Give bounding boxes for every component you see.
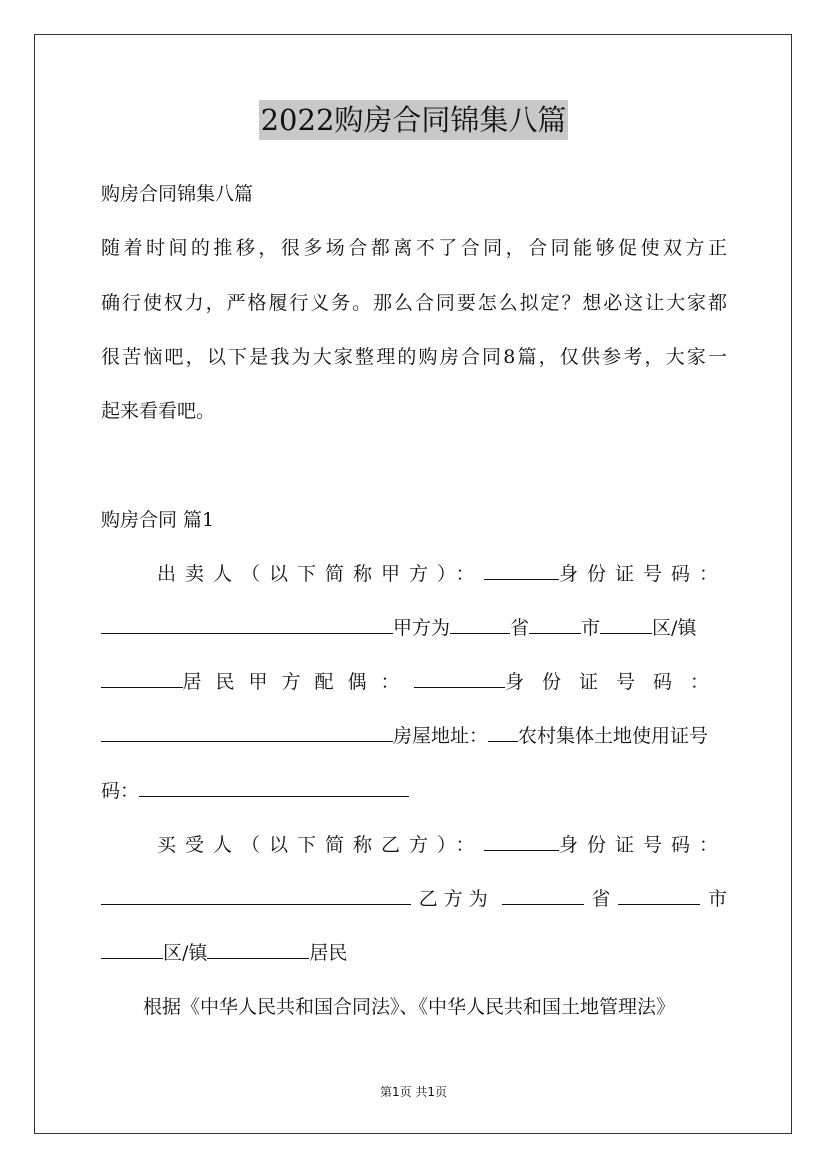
- buyer-id-label: 身份证号码：: [558, 834, 727, 856]
- buyer-id-blank[interactable]: [101, 886, 411, 905]
- house-address-blank[interactable]: [488, 723, 518, 742]
- seller-city-blank[interactable]: [529, 615, 581, 634]
- seller-line-4: 房屋地址： 农村集体土地使用证号: [101, 722, 727, 750]
- seller-spouse-label: 居民甲方配偶：: [182, 671, 414, 693]
- basis-line: 根据《中华人民共和国合同法》、《中华人民共和国土地管理法》: [143, 996, 676, 1018]
- seller-label: 出卖人（以下简称甲方）：: [157, 563, 484, 585]
- seller-id-label: 身份证号码：: [558, 563, 727, 585]
- intro-line-1: 随着时间的推移，很多场合都离不了合同，合同能够促使双方正: [101, 237, 727, 259]
- seller-id-blank[interactable]: [101, 615, 393, 634]
- document-title: 2022购房合同锦集八篇: [259, 100, 569, 140]
- intro-line-3: 很苦恼吧，以下是我为大家整理的购房合同8篇，仅供参考，大家一: [101, 346, 727, 368]
- buyer-line-1: [101, 831, 727, 859]
- buyer-province-blank[interactable]: [502, 886, 584, 905]
- buyer-residence-blank[interactable]: [207, 940, 309, 959]
- buyer-city-blank[interactable]: [618, 886, 700, 905]
- seller-line-5: 码：: [101, 777, 727, 805]
- page-footer: 第1页 共1页: [379, 1085, 448, 1099]
- seller-line-3: [101, 668, 727, 696]
- seller-residence-blank[interactable]: [101, 669, 183, 688]
- seller-name-blank[interactable]: [484, 561, 559, 580]
- seller-spouse-id-blank[interactable]: [101, 723, 393, 742]
- buyer-name-blank[interactable]: [484, 832, 559, 851]
- buyer-line-3: 区/镇 居民: [101, 939, 727, 967]
- intro-line-2: 确行使权力，严格履行义务。那么合同要怎么拟定？想必这让大家都: [101, 292, 727, 314]
- section-heading: 购房合同 篇1: [101, 509, 215, 531]
- title-wrap: [0, 100, 827, 140]
- seller-spouse-blank[interactable]: [414, 669, 505, 688]
- seller-district-blank[interactable]: [600, 615, 652, 634]
- document-subtitle: 购房合同锦集八篇: [101, 183, 254, 205]
- intro-line-4: 起来看看吧。: [101, 400, 216, 422]
- seller-line-2: 甲方为 省 市 区/镇: [101, 614, 727, 642]
- buyer-town-blank[interactable]: [101, 940, 163, 959]
- seller-spouse-id-label: 身份证号码：: [504, 671, 727, 693]
- seller-line-1: [101, 560, 727, 588]
- seller-province-blank[interactable]: [450, 615, 510, 634]
- land-cert-blank[interactable]: [139, 778, 409, 797]
- buyer-line-2: 乙方为 省 市: [101, 885, 727, 913]
- buyer-label: 买受人（以下简称乙方）：: [157, 834, 484, 856]
